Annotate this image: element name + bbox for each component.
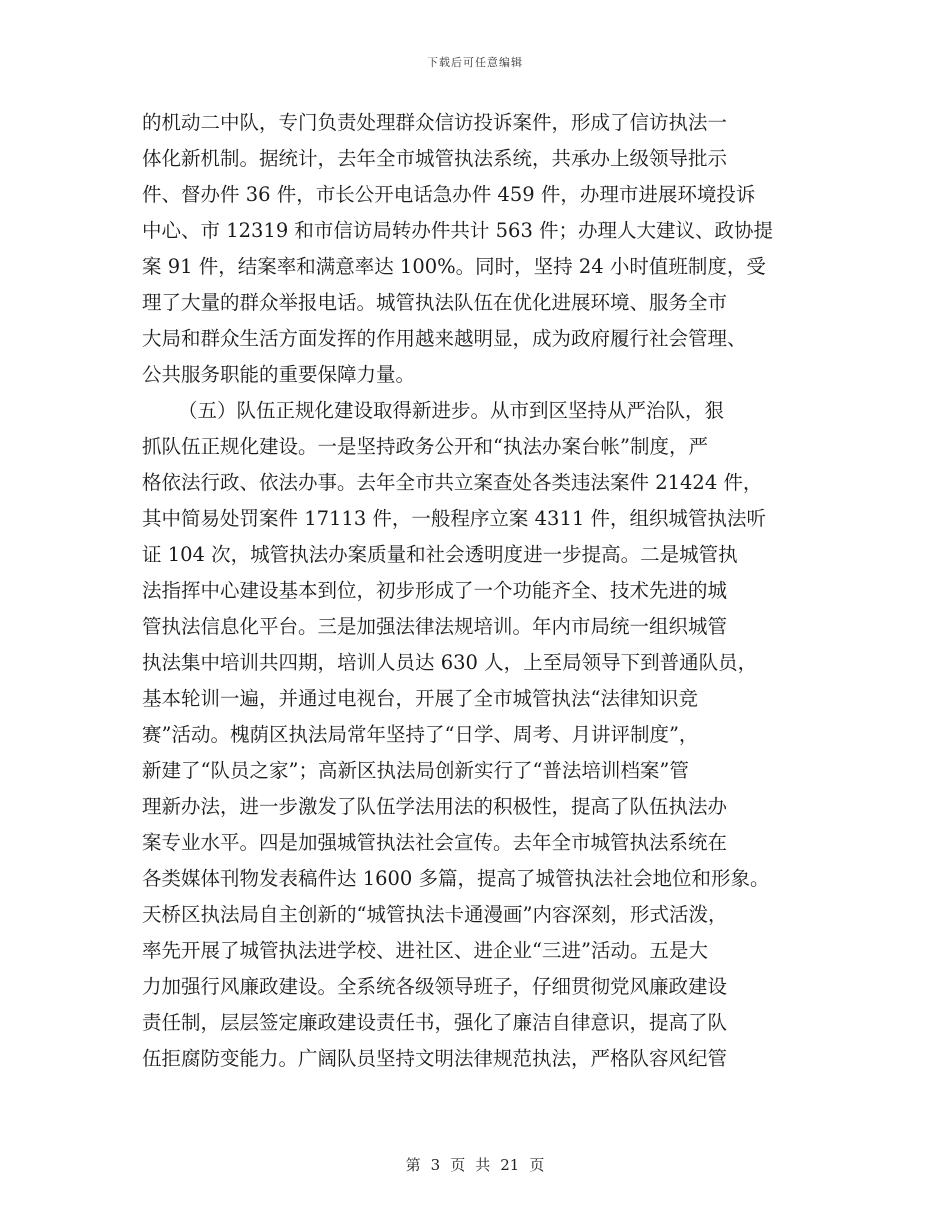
text-line: 体化新机制。据统计，去年全市城管执法系统，共承办上级领导批示	[142, 147, 728, 170]
text-line: 率先开展了城管执法进学校、进社区、进企业“三进”活动。五是大	[142, 939, 708, 962]
document-body	[142, 105, 842, 1077]
text-line: 案专业水平。四是加强城管执法社会宣传。去年全市城管执法系统在	[142, 831, 728, 854]
page-suffix: 页	[450, 1156, 466, 1174]
text-line: 抓队伍正规化建设。一是坚持政务公开和“执法办案台帐”制度，严	[142, 435, 708, 458]
text-line: 法指挥中心建设基本到位，初步形成了一个功能齐全、技术先进的城	[142, 579, 728, 602]
page-prefix: 第	[405, 1156, 421, 1174]
text-line: 天桥区执法局自主创新的“城管执法卡通漫画”内容深刻，形式活泼，	[142, 903, 728, 926]
text-line: 中心、市 12319 和市信访局转办件共计 563 件；办理人大建议、政协提	[142, 219, 774, 242]
text-line: 责任制，层层签定廉政建设责任书，强化了廉洁自律意识，提高了队	[142, 1011, 728, 1034]
text-line: 赛”活动。槐荫区执法局常年坚持了“日学、周考、月讲评制度”，	[142, 723, 699, 746]
text-line: 理了大量的群众举报电话。城管执法队伍在优化进展环境、服务全市	[142, 291, 728, 314]
text-line: 基本轮训一遍，并通过电视台，开展了全市城管执法“法律知识竞	[142, 687, 698, 710]
page-header-note: 下载后可任意编辑	[427, 56, 523, 69]
text-line: 其中简易处罚案件 17113 件，一般程序立案 4311 件，组织城管执法听	[142, 507, 766, 530]
total-suffix: 页	[529, 1156, 545, 1174]
text-line: 新建了“队员之家”；高新区执法局创新实行了“普法培训档案”管	[142, 759, 689, 782]
total-prefix: 共	[475, 1156, 491, 1174]
text-line: 证 104 次，城管执法办案质量和社会透明度进一步提高。二是城管执	[142, 543, 738, 566]
text-line: 理新办法，进一步激发了队伍学法用法的积极性，提高了队伍执法办	[142, 795, 728, 818]
text-line: 伍拒腐防变能力。广阔队员坚持文明法律规范执法，严格队容风纪管	[142, 1047, 728, 1070]
text-line: 公共服务职能的重要保障力量。	[142, 363, 416, 386]
text-line: 件、督办件 36 件，市长公开电话急办件 459 件，办理市进展环境投诉	[142, 183, 756, 206]
page-number: 3	[430, 1156, 441, 1174]
section-heading-line: （五）队伍正规化建设取得新进步。从市到区坚持从严治队，狠	[178, 399, 725, 422]
text-line: 格依法行政、依法办事。去年全市共立案查处各类违法案件 21424 件，	[142, 471, 763, 494]
text-line: 案 91 件，结案率和满意率达 100%。同时，坚持 24 小时值班制度，受	[142, 255, 766, 278]
text-line: 大局和群众生活方面发挥的作用越来越明显，成为政府履行社会管理、	[142, 327, 747, 350]
page-footer	[0, 1154, 950, 1175]
text-line: 力加强行风廉政建设。全系统各级领导班子，仔细贯彻党风廉政建设	[142, 975, 728, 998]
text-line: 管执法信息化平台。三是加强法律法规培训。年内市局统一组织城管	[142, 615, 728, 638]
text-line: 的机动二中队，专门负责处理群众信访投诉案件，形成了信访执法一	[142, 111, 728, 134]
text-line: 执法集中培训共四期，培训人员达 630 人，上至局领导下到普通队员，	[142, 651, 758, 674]
text-line: 各类媒体刊物发表稿件达 1600 多篇，提高了城管执法社会地位和形象。	[142, 867, 770, 890]
total-pages: 21	[500, 1156, 520, 1174]
